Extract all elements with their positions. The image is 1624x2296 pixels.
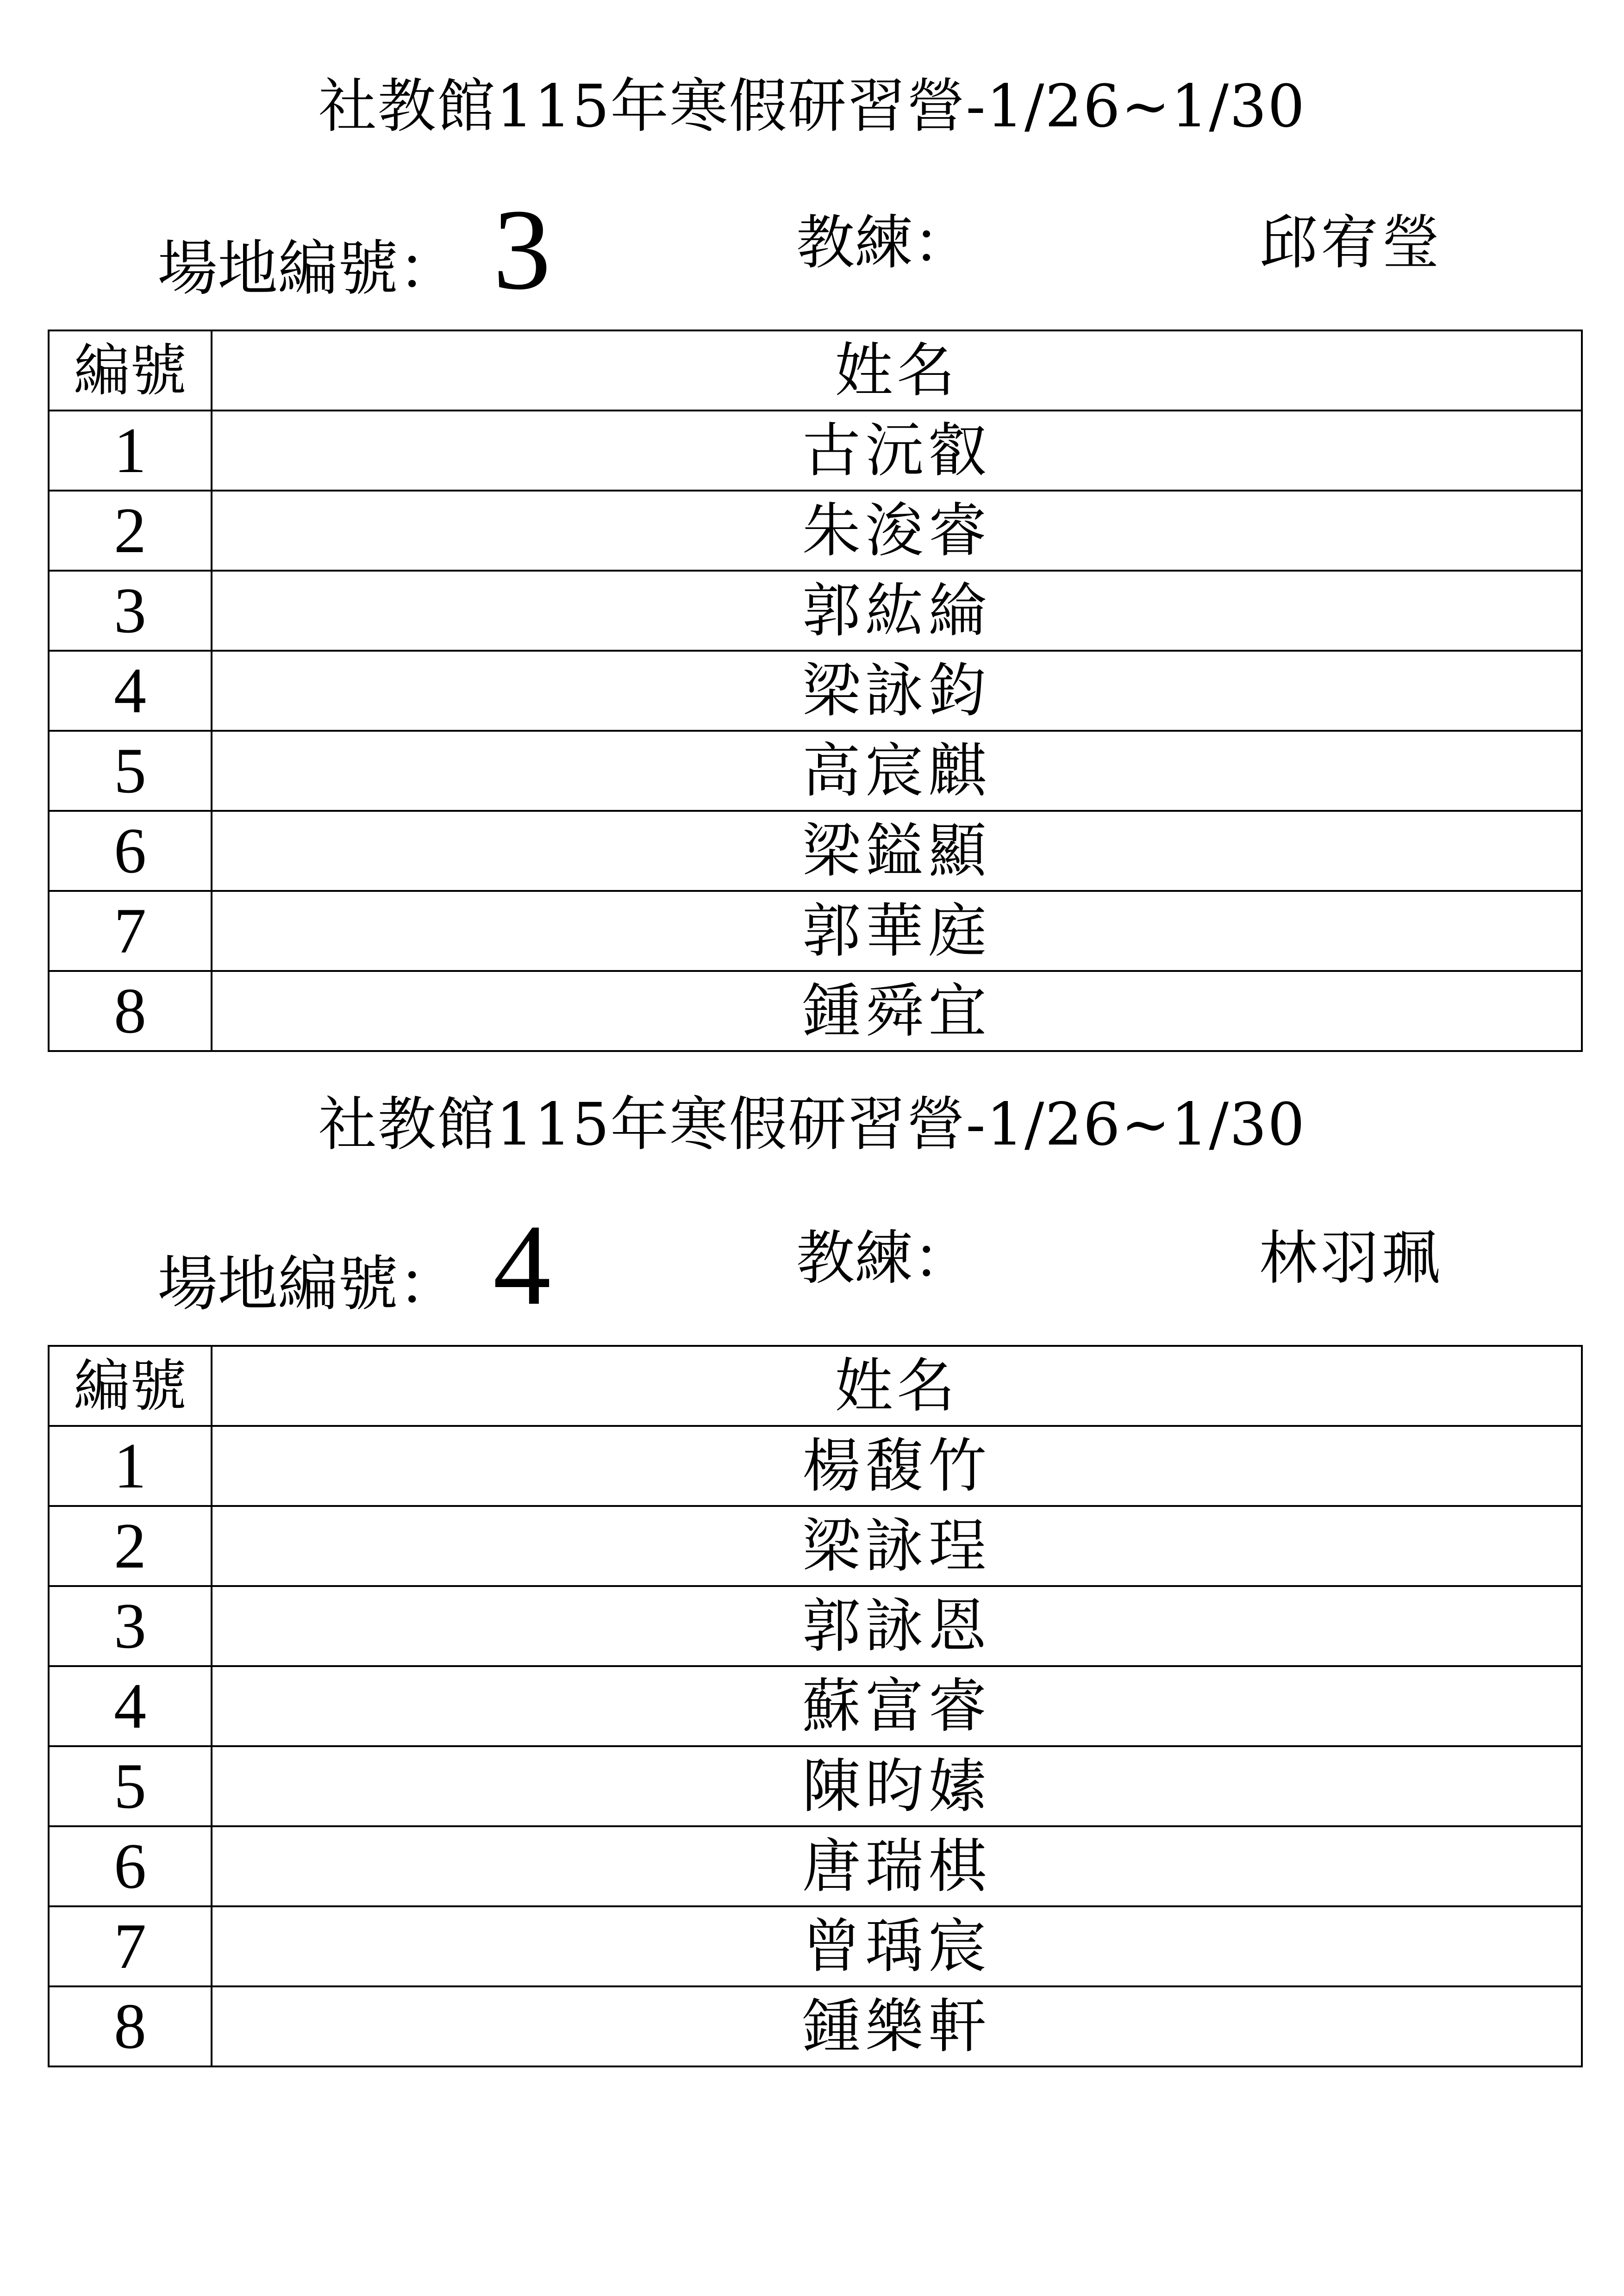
row-number: 5 — [49, 1746, 212, 1826]
coach-name: 林羽珮 — [1259, 1224, 1443, 1292]
student-name: 陳昀嫊 — [212, 1746, 1582, 1826]
row-number: 6 — [49, 811, 212, 891]
student-name: 蘇富睿 — [212, 1666, 1582, 1746]
table-row — [49, 1586, 1582, 1666]
student-name: 鍾樂軒 — [212, 1986, 1582, 2066]
row-number: 4 — [49, 651, 212, 731]
row-number: 4 — [49, 1666, 212, 1746]
student-name: 古沅叡 — [212, 411, 1582, 491]
student-name: 郭華庭 — [212, 891, 1582, 971]
student-name: 梁詠鈞 — [212, 651, 1582, 731]
table-row — [49, 411, 1582, 491]
student-name: 郭紘綸 — [212, 571, 1582, 651]
table-row — [49, 571, 1582, 651]
row-number: 2 — [49, 1506, 212, 1586]
coach-label: 教練： — [796, 209, 971, 277]
table-row — [49, 1506, 1582, 1586]
student-name: 楊馥竹 — [212, 1426, 1582, 1506]
column-header-name: 姓名 — [212, 1346, 1582, 1426]
roster-section-venue-3 — [0, 0, 1624, 1074]
table-row — [49, 1426, 1582, 1506]
student-name: 郭詠恩 — [212, 1586, 1582, 1666]
student-name: 唐瑞棋 — [212, 1826, 1582, 1906]
row-number: 1 — [49, 411, 212, 491]
row-number: 7 — [49, 891, 212, 971]
table-header-row — [49, 1346, 1582, 1426]
column-header-name: 姓名 — [212, 330, 1582, 411]
table-row — [49, 1906, 1582, 1986]
table-header-row — [49, 330, 1582, 411]
venue-label: 場地編號： — [157, 1249, 459, 1319]
roster-table — [48, 1345, 1583, 2067]
roster-section-venue-4 — [0, 1060, 1624, 2171]
row-number: 8 — [49, 971, 212, 1051]
row-number: 1 — [49, 1426, 212, 1506]
column-header-number: 編號 — [49, 1346, 212, 1426]
row-number: 6 — [49, 1826, 212, 1906]
table-row — [49, 1826, 1582, 1906]
student-name: 梁鎰顯 — [212, 811, 1582, 891]
column-header-number: 編號 — [49, 330, 212, 411]
student-name: 朱浚睿 — [212, 491, 1582, 571]
student-name: 鍾舜宜 — [212, 971, 1582, 1051]
row-number: 3 — [49, 1586, 212, 1666]
student-name: 高宸麒 — [212, 731, 1582, 811]
row-number: 5 — [49, 731, 212, 811]
student-name: 曾瑀宸 — [212, 1906, 1582, 1986]
table-row — [49, 1666, 1582, 1746]
row-number: 3 — [49, 571, 212, 651]
coach-label: 教練： — [796, 1224, 971, 1292]
roster-table — [48, 330, 1583, 1052]
table-row — [49, 811, 1582, 891]
venue-number: 3 — [493, 186, 551, 314]
venue-number: 4 — [493, 1201, 551, 1329]
coach-name: 邱宥瑩 — [1259, 209, 1443, 277]
table-row — [49, 651, 1582, 731]
table-row — [49, 971, 1582, 1051]
camp-title: 社教館115年寒假研習營-1/26~1/30 — [318, 72, 1306, 140]
row-number: 8 — [49, 1986, 212, 2066]
camp-title: 社教館115年寒假研習營-1/26~1/30 — [318, 1090, 1306, 1158]
table-row — [49, 731, 1582, 811]
venue-label: 場地編號： — [157, 233, 459, 304]
table-row — [49, 1986, 1582, 2066]
table-row — [49, 491, 1582, 571]
table-row — [49, 891, 1582, 971]
row-number: 2 — [49, 491, 212, 571]
row-number: 7 — [49, 1906, 212, 1986]
table-row — [49, 1746, 1582, 1826]
student-name: 梁詠珵 — [212, 1506, 1582, 1586]
